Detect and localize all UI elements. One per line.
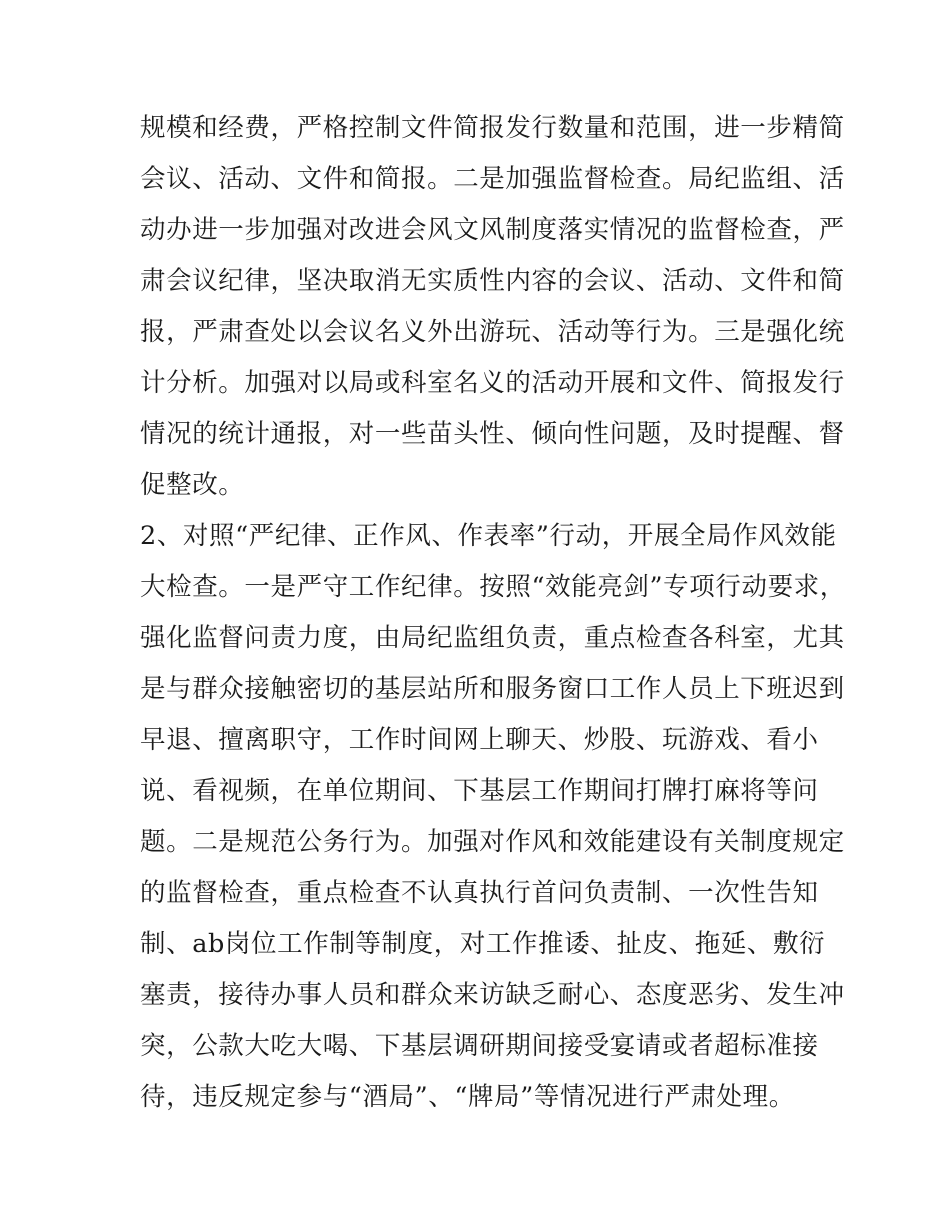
text-line: 待，违反规定参与“酒局”、“牌局”等情况进行严肃处理。 <box>140 1082 795 1112</box>
text-line: 的监督检查，重点检查不认真执行首问负责制、一次性告知 <box>140 878 819 908</box>
text-line: 2、对照“严纪律、正作风、作表率”行动，开展全局作风效能 <box>140 521 837 551</box>
text-line: 早退、擅离职守，工作时间网上聊天、炒股、玩游戏、看小 <box>140 725 819 755</box>
text-line: 题。二是规范公务行为。加强对作风和效能建设有关制度规定 <box>140 827 845 857</box>
text-line: 会议、活动、文件和简报。二是加强监督检查。局纪监组、活 <box>140 164 845 194</box>
text-line: 塞责，接待办事人员和群众来访缺乏耐心、态度恶劣、发生冲 <box>140 980 845 1010</box>
text-line: 突，公款大吃大喝、下基层调研期间接受宴请或者超标准接 <box>140 1031 819 1061</box>
text-line: 说、看视频，在单位期间、下基层工作期间打牌打麻将等问 <box>140 776 819 806</box>
text-line: 强化监督问责力度，由局纪监组负责，重点检查各科室，尤其 <box>140 623 845 653</box>
text-line: 报，严肃查处以会议名义外出游玩、活动等行为。三是强化统 <box>140 317 845 347</box>
text-line: 动办进一步加强对改进会风文风制度落实情况的监督检查，严 <box>140 215 845 245</box>
body-text <box>140 103 846 1123</box>
text-line: 规模和经费，严格控制文件简报发行数量和范围，进一步精简 <box>140 113 845 143</box>
text-line: 大检查。一是严守工作纪律。按照“效能亮剑”专项行动要求， <box>140 572 846 602</box>
text-line: 是与群众接触密切的基层站所和服务窗口工作人员上下班迟到 <box>140 674 845 704</box>
text-line: 计分析。加强对以局或科室名义的活动开展和文件、简报发行 <box>140 368 845 398</box>
text-line: 促整改。 <box>140 470 245 500</box>
text-line: 制、ab岗位工作制等制度，对工作推诿、扯皮、拖延、敷衍 <box>140 929 826 959</box>
text-line: 情况的统计通报，对一些苗头性、倾向性问题，及时提醒、督 <box>140 419 845 449</box>
text-line: 肃会议纪律，坚决取消无实质性内容的会议、活动、文件和简 <box>140 266 845 296</box>
